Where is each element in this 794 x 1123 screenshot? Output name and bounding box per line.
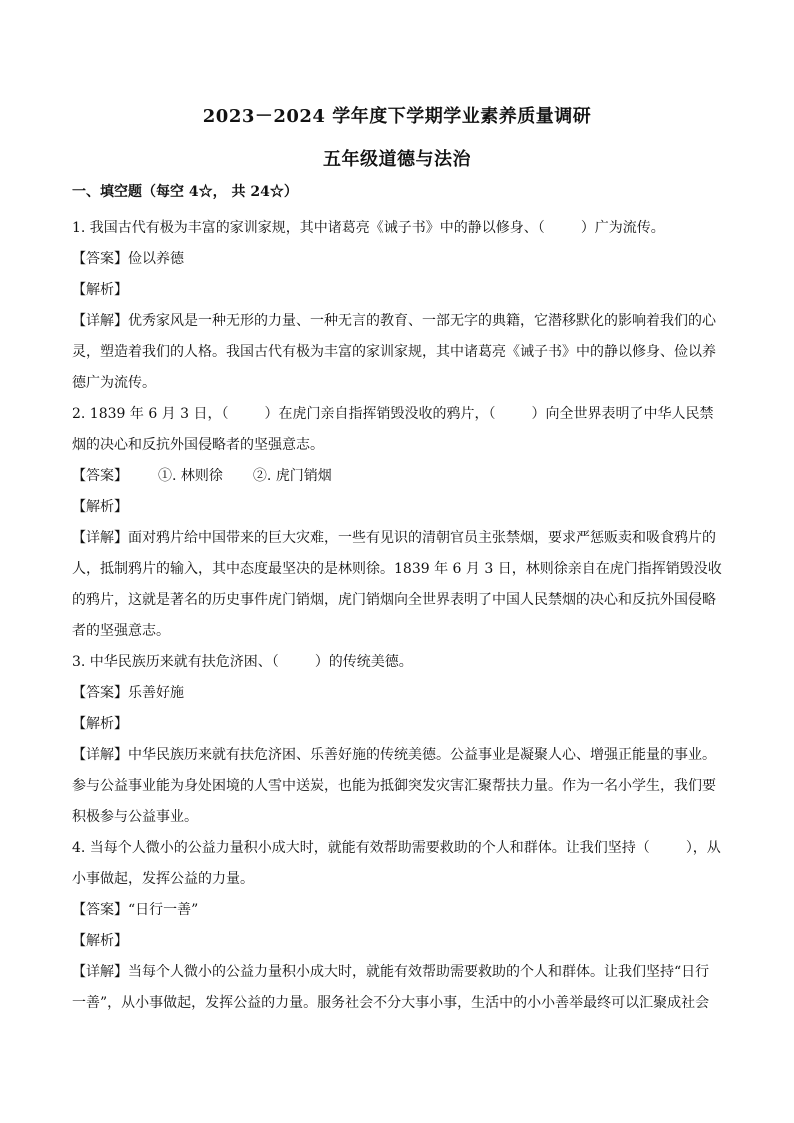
answer-label: 【答案】 xyxy=(72,902,128,918)
question-text: ）广为流传。 xyxy=(580,220,665,236)
question-2 xyxy=(72,399,722,461)
analysis-row xyxy=(72,926,722,957)
detail-label: 【详解】 xyxy=(72,313,128,329)
answer-label: 【答案】 xyxy=(72,685,128,701)
answer-number: ② xyxy=(252,468,267,484)
answer-label: 【答案】 xyxy=(72,251,128,267)
detail-text: 面对鸦片给中国带来的巨大灾难，一些有见识的清朝官员主张禁烟，要求严惩贩卖和吸食鸦片的人，抵制鸦片的输入，其中态度最坚决的是林则徐。1839 年 6 月 3 日，林则徐亲自在虎门指挥销毁没收的鸦片，这就是著名的历史事件虎门销烟，虎门销烟向全世界表明了中国人民禁烟的决心和反抗外国侵略者的坚强意志。 xyxy=(72,530,722,639)
question-1 xyxy=(72,213,722,244)
answer-text: 虎门销烟 xyxy=(275,468,332,484)
answer-text: 俭以养德 xyxy=(128,251,184,267)
question-text: ）的传统美德。 xyxy=(314,654,413,670)
analysis-row xyxy=(72,492,722,523)
detail-row xyxy=(72,740,722,833)
answer-text: 林则徐 xyxy=(180,468,223,484)
document-title: 2023－2024 学年度下学期学业素养质量调研 xyxy=(202,106,592,127)
section-heading: 一、填空题（每空 4☆， 共 24☆） xyxy=(72,184,298,200)
document-subtitle: 五年级道德与法治 xyxy=(323,149,471,170)
answer-row xyxy=(72,244,722,275)
question-text: ）在虎门亲自指挥销毁没收的鸦片，（ xyxy=(264,406,496,422)
detail-label: 【详解】 xyxy=(72,964,128,980)
detail-text: 中华民族历来就有扶危济困、乐善好施的传统美德。公益事业是凝聚人心、增强正能量的事业。参与公益事业能为身处困境的人雪中送炭，也能为抵御突发灾害汇聚帮扶力量。作为一名小学生，我们要积极参与公益事业。 xyxy=(72,747,716,825)
question-text: 4. 当每个人微小的公益力量积小成大时，就能有效帮助需要救助的个人和群体。让我们坚持（ xyxy=(72,840,650,856)
question-4 xyxy=(72,833,722,895)
analysis-label: 【解析】 xyxy=(72,933,128,949)
analysis-label: 【解析】 xyxy=(72,282,128,298)
question-text: ），从小事做起，发挥公益的力量。 xyxy=(72,840,721,887)
analysis-label: 【解析】 xyxy=(72,499,128,515)
answer-label: 【答案】 xyxy=(72,468,128,484)
question-3 xyxy=(72,647,722,678)
answer-number: ① xyxy=(158,468,172,484)
detail-text: 优秀家风是一种无形的力量、一种无言的教育、一部无字的典籍，它潜移默化的影响着我们的心灵，塑造着我们的人格。我国古代有极为丰富的家训家规，其中诸葛亮《诫子书》中的静以修身、俭以养德广为流传。 xyxy=(72,313,716,391)
detail-text: 当每个人微小的公益力量积小成大时，就能有效帮助需要救助的个人和群体。让我们坚持“日行一善”，从小事做起，发挥公益的力量。服务社会不分大事小事，生活中的小小善举最终可以汇聚成社会 xyxy=(72,964,710,1011)
answer-row xyxy=(72,678,722,709)
question-text: 2. 1839 年 6 月 3 日，（ xyxy=(72,406,229,422)
analysis-row xyxy=(72,275,722,306)
question-text: 3. 中华民族历来就有扶危济困、（ xyxy=(72,654,279,670)
question-text: 1. 我国古代有极为丰富的家训家规，其中诸葛亮《诫子书》中的静以修身、（ xyxy=(72,220,545,236)
analysis-row xyxy=(72,709,722,740)
detail-row xyxy=(72,957,722,1019)
detail-label: 【详解】 xyxy=(72,747,128,763)
detail-label: 【详解】 xyxy=(72,530,128,546)
question-text: ）向全世界表明了中华人民禁烟的决心和反抗外国侵略者的坚强意志。 xyxy=(72,406,714,453)
question-list xyxy=(72,213,722,1019)
answer-row: 【答案】 ①. 林则徐 ②. 虎门销烟 xyxy=(72,468,332,484)
detail-row xyxy=(72,306,722,399)
detail-row xyxy=(72,523,722,647)
answer-row xyxy=(72,895,722,926)
answer-text: 乐善好施 xyxy=(128,685,184,701)
analysis-label: 【解析】 xyxy=(72,716,128,732)
answer-text: “日行一善” xyxy=(128,902,199,918)
